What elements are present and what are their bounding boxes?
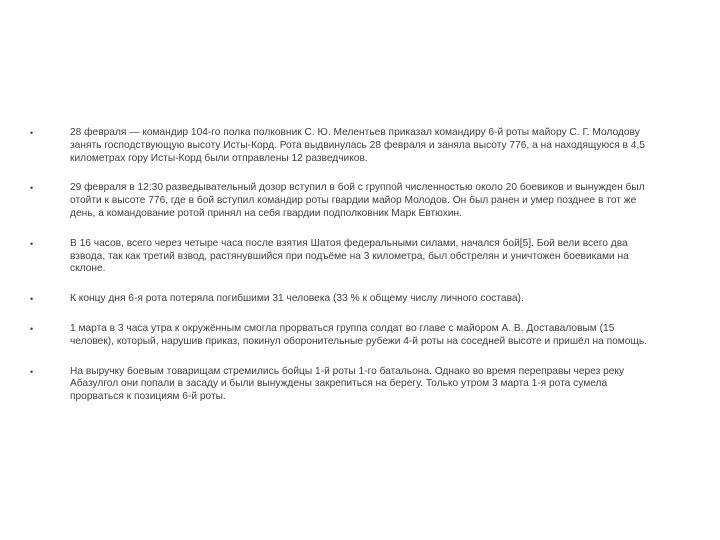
bullet-icon: • <box>30 183 34 194</box>
list-item <box>30 366 660 404</box>
bullet-icon: • <box>30 128 34 138</box>
bullet-icon: • <box>30 323 34 334</box>
bullet-text: 1 марта в 3 часа утра к окружённым смогла прорваться группа солдат во главе с майором А. В. Доставаловым (15 человек), который, нарушив приказ, покинул оборонительные рубежи 4-й роты на соседней высоте и пришёл на помощь. <box>70 322 647 347</box>
list-item <box>30 182 660 220</box>
list-item <box>30 238 660 276</box>
bullet-icon: • <box>30 294 34 305</box>
bullet-text: В 16 часов, всего через четыре часа после взятия Шатоя федеральными силами, начался бой[5]. Бой вели всего два взвода, так как третий взвод, растянувшийся при подъёме на 3 километра, был обстрелян и уничтожен боевиками на склоне. <box>70 237 629 275</box>
bullet-icon: • <box>30 238 34 249</box>
bullet-text: 28 февраля — командир 104-го полка полковник С. Ю. Мелентьев приказал командиру 6-й роты майору С. Г. Молодову занять господствующую высоту Исты-Корд. Рота выдвинулась 28 февраля и заняла высоту 776, а на находящуюся в 4,5 километрах гору Исты-Корд были отправлены 12 разведчиков. <box>70 127 645 164</box>
bullet-text: К концу дня 6-я рота потеряла погибшими 31 человека (33 % к общему числу личного состава). <box>70 293 524 305</box>
list-item <box>30 293 660 306</box>
list-item <box>30 127 660 165</box>
bullet-text: 29 февраля в 12:30 разведывательный дозор вступил в бой с группой численностью около 20 боевиков и вынужден был отойти к высоте 776, где в бой вступил командир роты гвардии майор Молодов. Он был ранен и умер позднее в тот же день, а командование ротой принял на себя гвардии подполковник Марк Евтюхин. <box>70 182 645 219</box>
list-item <box>30 323 660 349</box>
bullet-text: На выручку боевым товарищам стремились бойцы 1-й роты 1-го батальона. Однако во время переправы через реку Абазулгол они попали в засаду и были вынуждены закрепиться на берегу. Только утром 3 марта 1-я рота сумела прорваться к позициям 6-й роты. <box>70 365 625 403</box>
bullet-list <box>30 127 660 421</box>
bullet-icon: • <box>30 366 34 377</box>
